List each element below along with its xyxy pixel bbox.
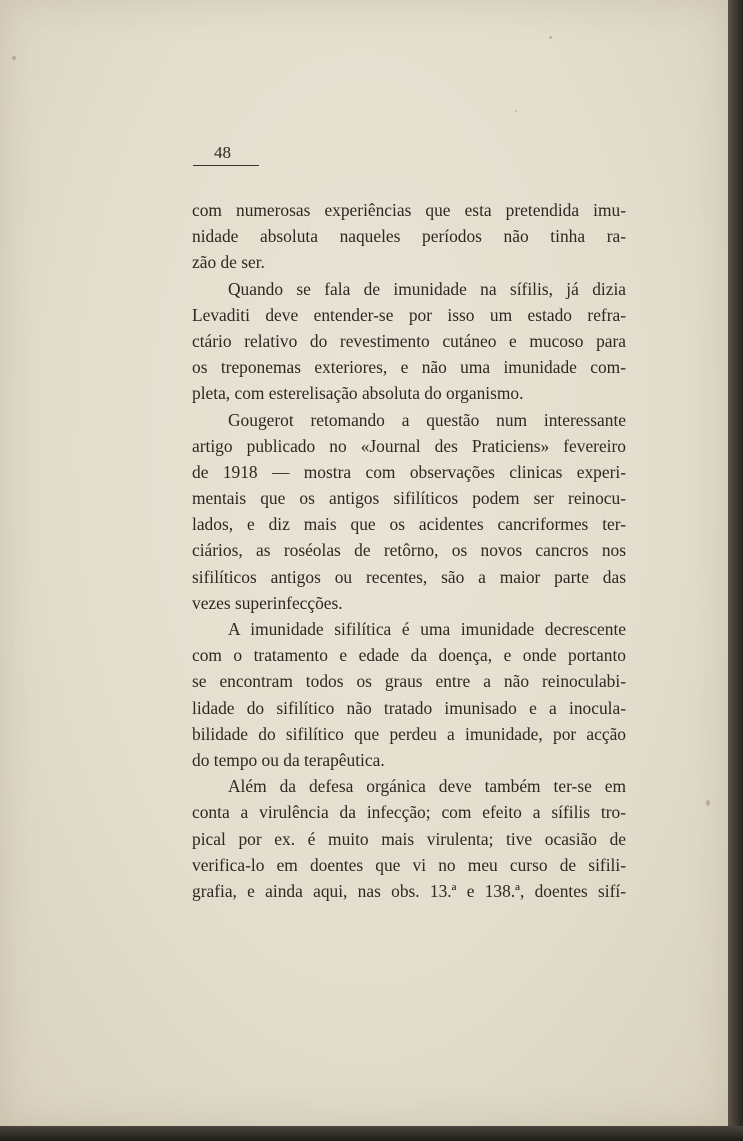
paper-speck [12,56,16,60]
text-line: com o tratamento e edade da doença, e onde portanto [192,645,626,666]
paragraph [192,773,626,904]
paragraph [192,276,626,407]
paper-speck [515,110,517,112]
text-line: mentais que os antigos sifilíticos podem ser reinocu- [192,488,626,509]
text-line: ciários, as roséolas de retôrno, os novos cancros nos [192,540,626,561]
text-line: Quando se fala de imunidade na sífilis, já dizia [228,278,626,299]
text-line: Gougerot retomando a questão num interessante [228,409,626,430]
text-line: de 1918 — mostra com observações clinicas experi- [192,461,626,482]
paragraph [192,197,626,276]
paragraph [192,616,626,773]
text-line: se encontram todos os graus entre a não reinoculabi- [192,671,626,692]
text-line: os treponemas exteriores, e não uma imunidade com- [192,357,626,378]
text-line: nidade absoluta naqueles períodos não tinha ra- [192,226,626,247]
text-line: ctário relativo do revestimento cutáneo e mucoso para [192,330,626,351]
text-line: lidade do sifilítico não tratado imunisado e a inocula- [192,697,626,718]
text-line: Além da defesa orgánica deve também ter-se em [228,776,626,797]
text-line: com numerosas experiências que esta pretendida imu- [192,200,626,220]
text-line: zão de ser. [192,252,265,273]
page-number: 48 [193,143,259,166]
text-line: A imunidade sifilítica é uma imunidade decrescente [228,619,626,639]
paper-speck [549,36,552,39]
text-line: vezes superinfecções. [192,592,343,613]
paper-speck [706,800,710,806]
book-edge-right [728,0,743,1141]
book-edge-bottom [0,1126,743,1141]
text-line: grafia, e ainda aqui, nas obs. 13.ª e 138.ª, doentes sifí- [192,880,626,901]
body-text [192,197,626,904]
text-line: lados, e diz mais que os acidentes cancriformes ter- [192,514,626,535]
text-line: Levaditi deve entender-se por isso um estado refra- [192,304,626,325]
text-line: bilidade do sifilítico que perdeu a imunidade, por acção [192,723,626,744]
text-line: conta a virulência da infecção; com efeito a sífilis tro- [192,802,626,823]
text-line: do tempo ou da terapêutica. [192,749,385,770]
text-line: sifilíticos antigos ou recentes, são a maior parte das [192,566,626,587]
text-line: pleta, com esterelisação absoluta do organismo. [192,383,524,404]
paragraph [192,407,626,617]
text-line: verifica-lo em doentes que vi no meu curso de sifili- [192,854,626,875]
text-line: artigo publicado no «Journal des Praticiens» fevereiro [192,435,626,456]
text-line: pical por ex. é muito mais virulenta; tive ocasião de [192,828,626,849]
